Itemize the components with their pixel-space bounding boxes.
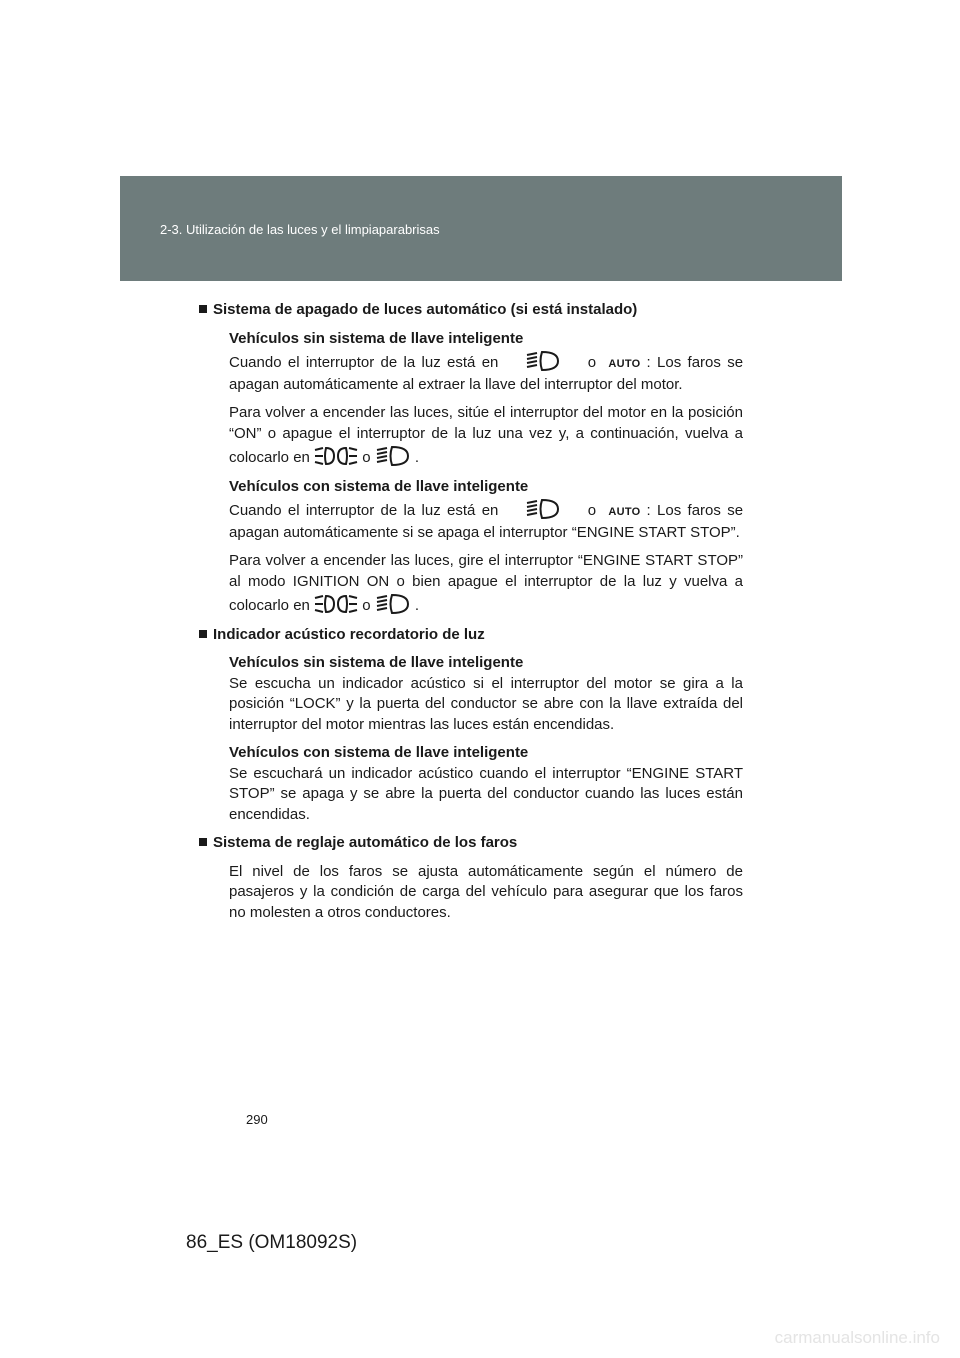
subheading: Vehículos con sistema de llave inteligente (229, 477, 529, 495)
page-content (213, 300, 743, 931)
auto-icon: AUTO (608, 506, 641, 518)
bullet-square-icon (199, 838, 207, 846)
paragraph: Para volver a encender las luces, sitúe el interruptor del motor en la posición “ON” o apague el interruptor de la luz una vez y, a continuación, vuelva a colocarlo en o . (229, 404, 743, 466)
watermark[interactable]: carmanualsonline.info (774, 1328, 940, 1347)
tail-light-icon (314, 592, 358, 616)
bullet-square-icon (199, 305, 207, 313)
paragraph: Vehículos con sistema de llave inteligente Cuando el interruptor de la luz está en o AUTO : Los faros se apagan automáticamente si se apaga el interruptor “ENGINE START STOP”. (229, 477, 744, 541)
subheading: Vehículos con sistema de llave inteligente (229, 744, 529, 761)
headlight-icon (525, 497, 561, 521)
tail-light-icon (314, 444, 358, 468)
header-band (120, 176, 842, 281)
section-heading: Sistema de apagado de luces automático (si está instalado) (199, 300, 743, 321)
headlight-icon (375, 592, 411, 616)
paragraph: Para volver a encender las luces, gire el interruptor “ENGINE START STOP” al modo IGNITION ON o bien apague el interruptor de la luz y vuelva a colocarlo en o . (229, 552, 743, 614)
section-title: 2-3. Utilización de las luces y el limpiaparabrisas (160, 222, 440, 237)
section-light-reminder (213, 625, 743, 826)
section-auto-light-off (213, 300, 743, 617)
headlight-icon (375, 444, 411, 468)
headlight-icon (525, 349, 561, 373)
section-heading: Sistema de reglaje automático de los faros (199, 833, 743, 854)
paragraph: Vehículos con sistema de llave inteligente Se escuchará un indicador acústico cuando el interruptor “ENGINE START STOP” se apaga y se abre la puerta del conductor cuando las luces están encendidas. (229, 744, 743, 823)
section-auto-leveling (213, 833, 743, 923)
paragraph: Vehículos sin sistema de llave inteligente Cuando el interruptor de la luz está en o AUTO : Los faros se apagan automáticamente al extraer la llave del interruptor del motor. (229, 329, 744, 393)
subheading: Vehículos sin sistema de llave inteligente (229, 329, 524, 347)
subheading: Vehículos sin sistema de llave inteligente (229, 654, 524, 671)
bullet-square-icon (199, 630, 207, 638)
paragraph: El nivel de los faros se ajusta automáticamente según el número de pasajeros y la condición de carga del vehículo para asegurar que los faros no molesten a otros conductores. (229, 862, 743, 921)
footer-code: 86_ES (OM18092S) (186, 1232, 358, 1253)
section-heading: Indicador acústico recordatorio de luz (199, 625, 743, 646)
auto-icon: AUTO (608, 358, 641, 370)
paragraph: Vehículos sin sistema de llave inteligente Se escucha un indicador acústico si el interruptor del motor se gira a la posición “LOCK” y la puerta del conductor se abre con la llave extraída del interruptor del motor mientras las luces están encendidas. (229, 654, 743, 733)
page-number: 290 (246, 1112, 268, 1127)
